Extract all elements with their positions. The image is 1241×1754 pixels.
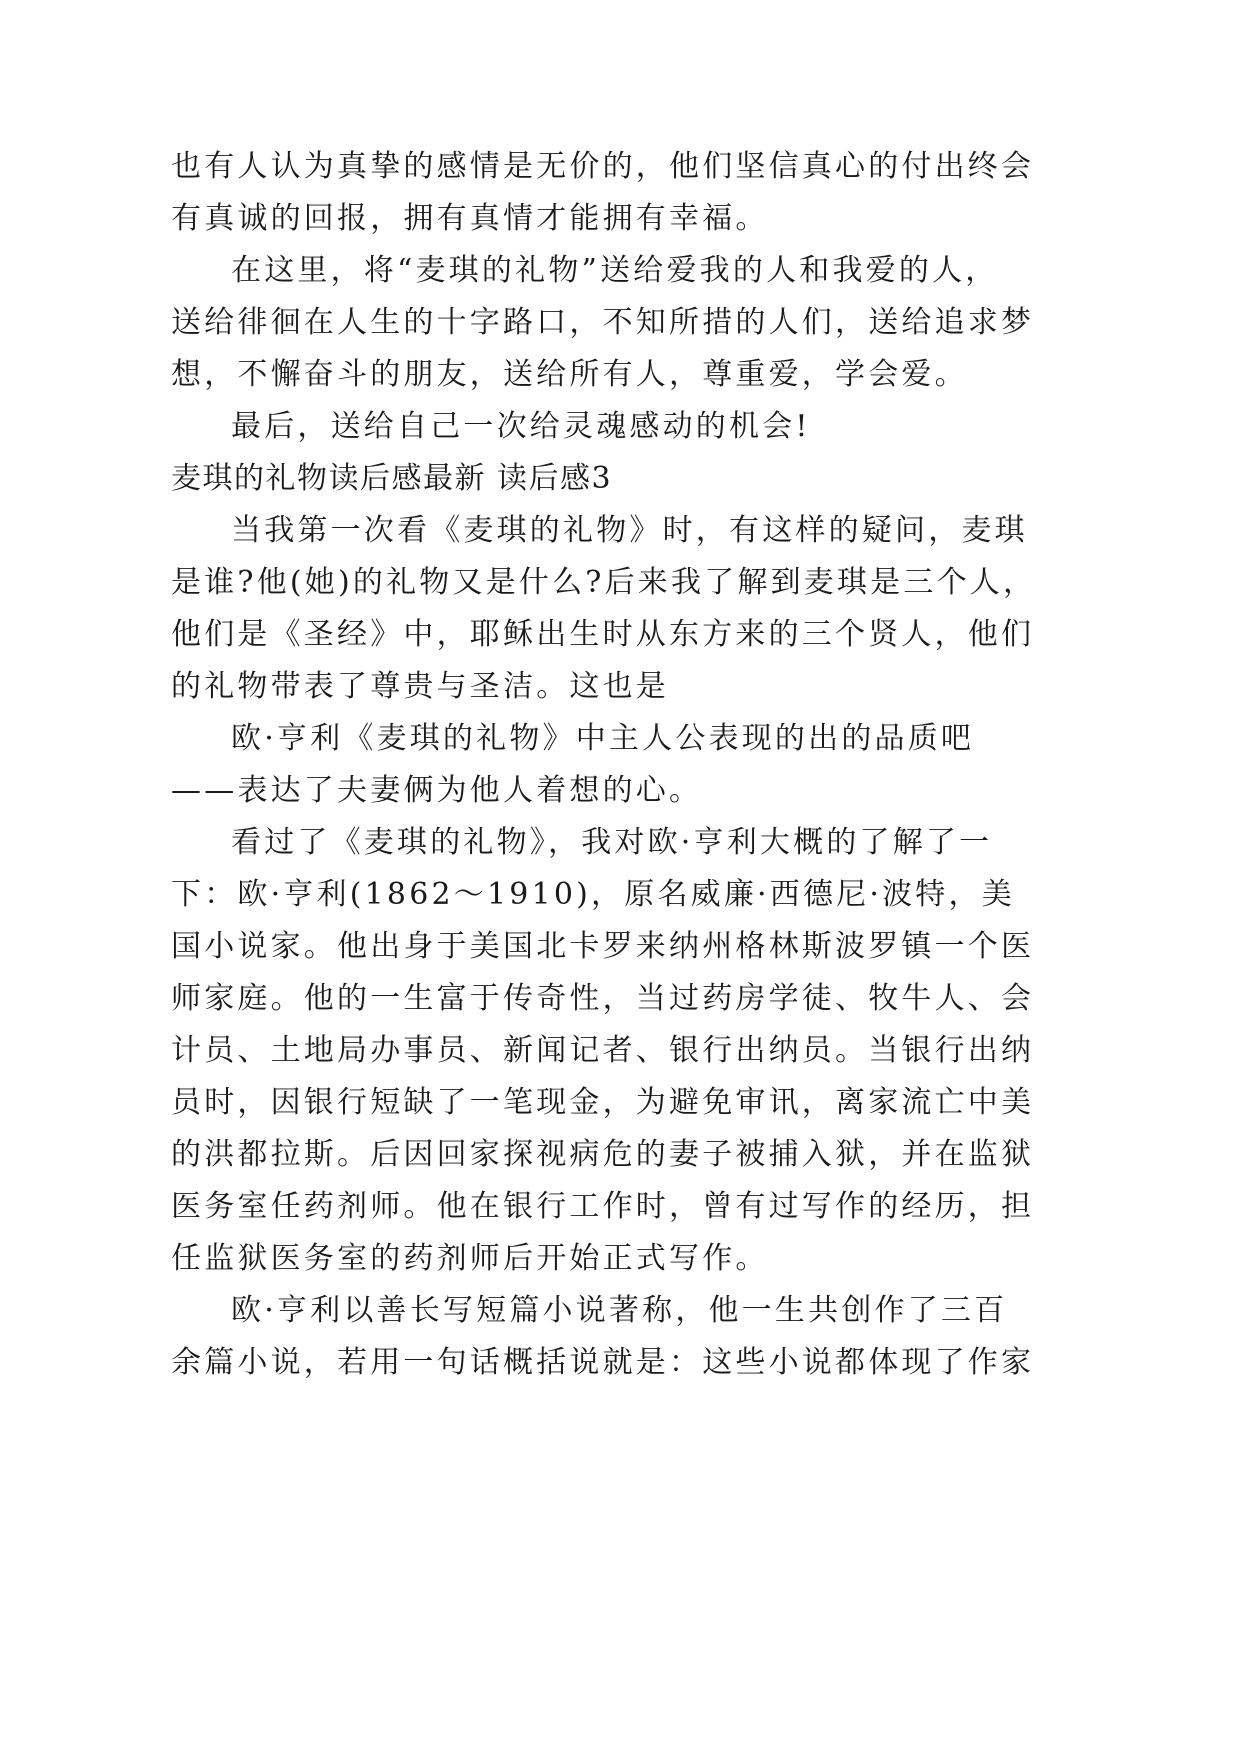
text-line: 师家庭。他的一生富于传奇性，当过药房学徒、牧牛人、会 xyxy=(171,981,1035,1016)
text-line: 想，不懈奋斗的朋友，送给所有人，尊重爱，学会爱。 xyxy=(171,357,968,392)
text-line: 医务室任药剂师。他在银行工作时，曾有过写作的经历，担 xyxy=(171,1189,1035,1224)
text-line: 任监狱医务室的药剂师后开始正式写作。 xyxy=(171,1241,769,1276)
text-line: 在这里，将“麦琪的礼物”送给爱我的人和我爱的人， xyxy=(231,253,999,288)
text-line: 的洪都拉斯。后因回家探视病危的妻子被捕入狱，并在监狱 xyxy=(171,1137,1035,1172)
text-line: 欧·亨利以善长写短篇小说著称，他一生共创作了三百 xyxy=(231,1293,1008,1328)
text-line: 员时，因银行短缺了一笔现金，为避免审讯，离家流亡中美 xyxy=(171,1085,1035,1120)
text-line: 送给徘徊在人生的十字路口，不知所措的人们，送给追求梦 xyxy=(171,305,1035,340)
text-line: 是谁?他(她)的礼物又是什么?后来我了解到麦琪是三个人， xyxy=(171,565,1037,600)
text-line: 有真诚的回报，拥有真情才能拥有幸福。 xyxy=(171,201,769,236)
text-line: 欧·亨利《麦琪的礼物》中主人公表现的出的品质吧 xyxy=(231,721,975,756)
text-line: 最后，送给自己一次给灵魂感动的机会! xyxy=(231,409,811,444)
text-line: 也有人认为真挚的感情是无价的，他们坚信真心的付出终会 xyxy=(171,149,1035,184)
text-line: 国小说家。他出身于美国北卡罗来纳州格林斯波罗镇一个医 xyxy=(171,929,1035,964)
text-line: 看过了《麦琪的礼物》，我对欧·亨利大概的了解了一 xyxy=(231,825,993,860)
text-line: 下：欧·亨利(1862～1910)，原名威廉·西德尼·波特，美 xyxy=(171,877,1015,912)
text-line: 当我第一次看《麦琪的礼物》时，有这样的疑问，麦琪 xyxy=(231,513,1028,548)
text-line: 余篇小说，若用一句话概括说就是：这些小说都体现了作家 xyxy=(171,1345,1035,1380)
text-line: ——表达了夫妻俩为他人着想的心。 xyxy=(171,773,703,808)
section-heading: 麦琪的礼物读后感最新 读后感3 xyxy=(171,461,613,496)
text-line: 的礼物带表了尊贵与圣洁。这也是 xyxy=(171,669,669,704)
text-line: 他们是《圣经》中，耶稣出生时从东方来的三个贤人，他们 xyxy=(171,617,1035,652)
text-line: 计员、土地局办事员、新闻记者、银行出纳员。当银行出纳 xyxy=(171,1033,1035,1068)
